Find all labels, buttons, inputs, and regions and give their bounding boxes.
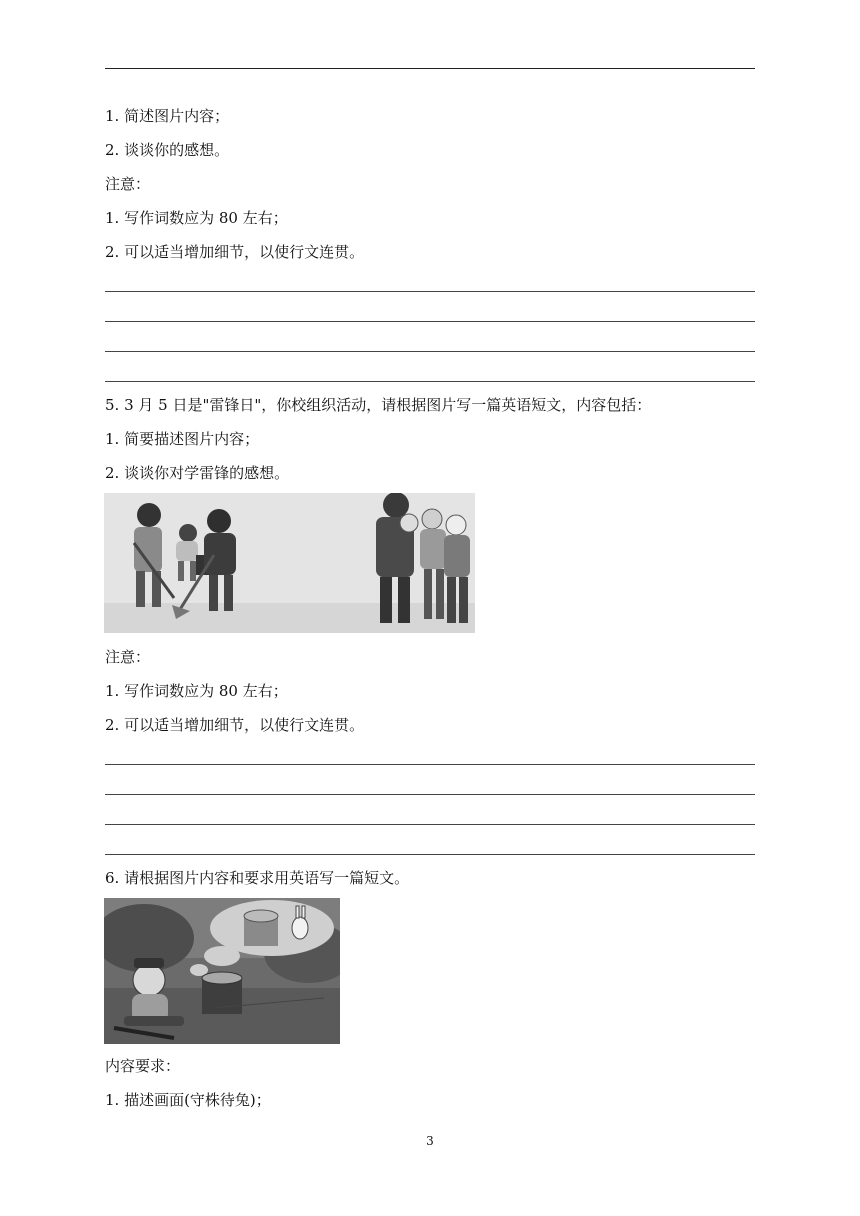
answer-line [105,824,755,825]
q5-note-1: 1. 写作词数应为 80 左右； [105,682,288,700]
q6-item-1: 1. 描述画面(守株待兔)； [105,1091,271,1109]
top-item-2: 2. 谈谈你的感想。 [105,141,230,159]
q5-prompt: 5. 3 月 5 日是"雷锋日"，你校组织活动，请根据图片写一篇英语短文，内容包括： [105,396,652,414]
answer-line [105,291,755,292]
top-note-2: 2. 可以适当增加细节，以使行文连贯。 [105,243,365,261]
header-rule [105,68,755,69]
answer-line [105,854,755,855]
answer-line [105,764,755,765]
answer-line [105,321,755,322]
answer-line [105,794,755,795]
q5-note-label: 注意： [105,648,151,666]
page-number: 3 [426,1134,434,1148]
top-note-label: 注意： [105,175,151,193]
answer-line [105,351,755,352]
q5-note-2: 2. 可以适当增加细节，以使行文连贯。 [105,716,365,734]
answer-line [105,381,755,382]
top-item-1: 1. 简述图片内容； [105,107,230,125]
q6-prompt: 6. 请根据图片内容和要求用英语写一篇短文。 [105,869,410,887]
q5-item-1: 1. 简要描述图片内容； [105,430,260,448]
q5-item-2: 2. 谈谈你对学雷锋的感想。 [105,464,290,482]
farmer-stump-illustration-icon [104,898,340,1044]
q6-requirement-label: 内容要求： [105,1057,181,1075]
volunteers-illustration-icon [104,493,475,633]
top-note-1: 1. 写作词数应为 80 左右； [105,209,288,227]
